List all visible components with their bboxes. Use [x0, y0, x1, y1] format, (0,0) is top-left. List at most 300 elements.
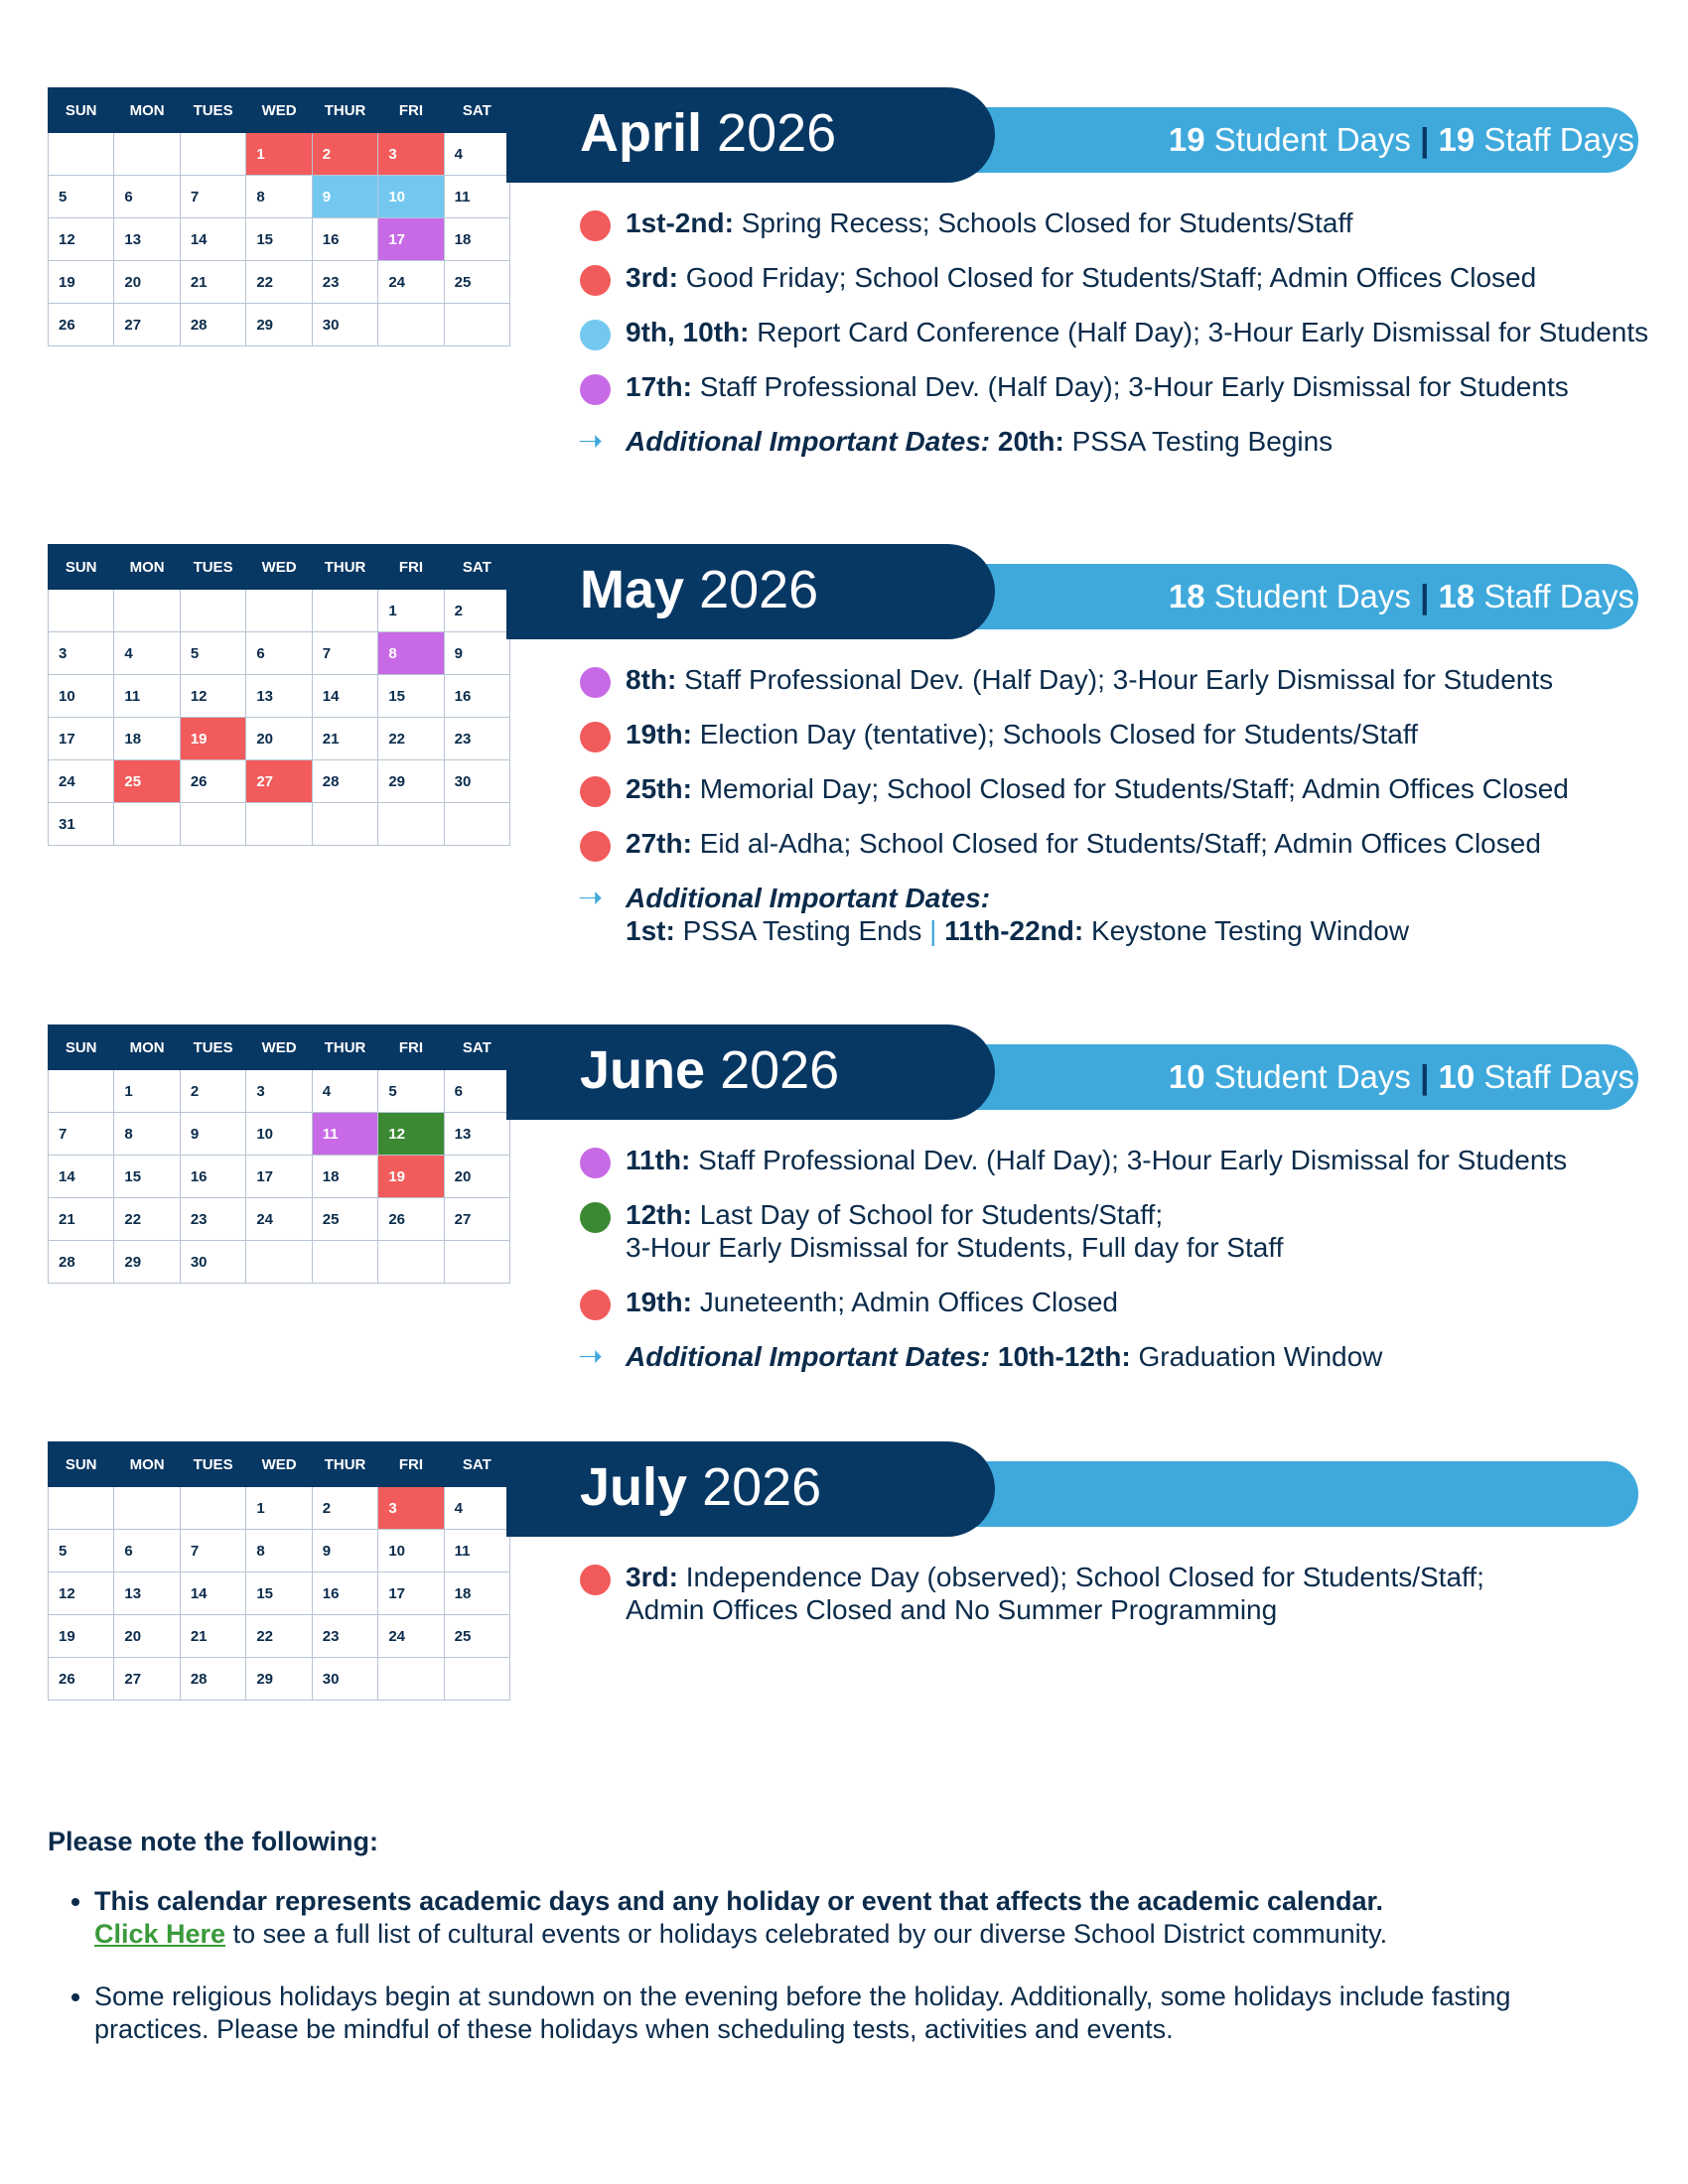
arrow-right-icon: ➝	[578, 425, 604, 458]
arrow-right-icon: ➝	[578, 882, 604, 914]
week-row	[49, 1198, 510, 1241]
day-cell: 17	[246, 1156, 312, 1198]
event-item	[580, 1561, 1672, 1626]
event-item	[580, 663, 1672, 696]
calendar-grid	[48, 1441, 510, 1701]
weekday-header: THUR	[312, 545, 378, 590]
staff-days-label: Staff Days	[1483, 1058, 1634, 1095]
event-date: 25th:	[626, 773, 692, 804]
day-cell: 3	[378, 1487, 444, 1530]
day-cell: 15	[246, 1572, 312, 1615]
day-cell: 23	[312, 1615, 378, 1658]
day-cell: 20	[246, 718, 312, 760]
day-cell: 1	[246, 133, 312, 176]
day-cell: 8	[378, 632, 444, 675]
day-cell: 15	[378, 675, 444, 718]
day-cell: 7	[49, 1113, 114, 1156]
week-row	[49, 1572, 510, 1615]
event-date: 17th:	[626, 371, 692, 402]
day-cell: 18	[444, 1572, 509, 1615]
day-cell	[49, 1070, 114, 1113]
event-item	[580, 1340, 1672, 1373]
event-date: 8th:	[626, 664, 677, 695]
day-cell: 9	[312, 176, 378, 218]
day-cell: 21	[180, 261, 246, 304]
day-cell: 29	[246, 1658, 312, 1701]
week-row	[49, 133, 510, 176]
day-cell: 27	[444, 1198, 509, 1241]
event-color-dot	[580, 374, 611, 405]
events-list	[580, 1144, 1672, 1395]
day-cell: 11	[312, 1113, 378, 1156]
event-item	[580, 1144, 1672, 1176]
event-color-dot	[580, 1290, 611, 1320]
day-cell: 24	[246, 1198, 312, 1241]
day-cell: 30	[444, 760, 509, 803]
weekday-header: WED	[246, 1442, 312, 1487]
event-color-dot	[580, 265, 611, 296]
month-year: 2026	[717, 103, 837, 163]
event-date: 12th:	[626, 1199, 692, 1230]
day-cell: 21	[312, 718, 378, 760]
note-bold-text: This calendar represents academic days and any holiday or event that affects the academic calendar.	[94, 1886, 1384, 1916]
weekday-header: THUR	[312, 1442, 378, 1487]
week-row	[49, 675, 510, 718]
day-cell: 3	[378, 133, 444, 176]
day-cell: 28	[312, 760, 378, 803]
event-item	[580, 261, 1672, 294]
student-days-label: Student Days	[1213, 121, 1411, 158]
day-cell: 16	[180, 1156, 246, 1198]
weekday-header: FRI	[378, 88, 444, 133]
weekday-header: FRI	[378, 1025, 444, 1070]
days-separator: |	[1420, 121, 1430, 158]
event-description: Election Day (tentative); Schools Closed for Students/Staff	[699, 719, 1418, 750]
day-cell: 23	[180, 1198, 246, 1241]
days-count	[1169, 564, 1634, 629]
day-cell	[246, 590, 312, 632]
event-color-dot	[580, 1148, 611, 1178]
day-cell: 22	[246, 261, 312, 304]
day-cell: 21	[49, 1198, 114, 1241]
day-cell: 2	[444, 590, 509, 632]
day-cell	[180, 1487, 246, 1530]
notes-heading: Please note the following:	[48, 1827, 379, 1856]
event-description: Good Friday; School Closed for Students/Staff; Admin Offices Closed	[685, 262, 1537, 293]
day-cell: 7	[180, 176, 246, 218]
event-description: Last Day of School for Students/Staff;	[699, 1199, 1164, 1230]
weekday-header: MON	[114, 88, 180, 133]
day-cell: 6	[444, 1070, 509, 1113]
month-year: 2026	[699, 560, 819, 619]
student-days-number: 10	[1168, 1058, 1205, 1095]
week-row	[49, 1530, 510, 1572]
event-description-line2: Admin Offices Closed and No Summer Programming	[626, 1594, 1278, 1625]
day-cell: 5	[49, 176, 114, 218]
day-cell: 2	[180, 1070, 246, 1113]
day-cell: 30	[180, 1241, 246, 1284]
day-cell: 6	[114, 176, 180, 218]
note-text: to see a full list of cultural events or holidays celebrated by our diverse School District community.	[232, 1919, 1388, 1949]
weekday-header: SUN	[49, 88, 114, 133]
day-cell: 12	[49, 1572, 114, 1615]
day-cell: 18	[444, 218, 509, 261]
day-cell: 25	[312, 1198, 378, 1241]
additional-dates-label: Additional Important Dates:	[626, 1341, 991, 1372]
month-year: 2026	[720, 1040, 840, 1100]
weekday-header: TUES	[180, 1025, 246, 1070]
week-row	[49, 803, 510, 846]
event-color-dot	[580, 667, 611, 698]
month-year: 2026	[702, 1457, 822, 1517]
event-item	[580, 882, 1672, 947]
day-cell: 1	[114, 1070, 180, 1113]
day-cell: 19	[378, 1156, 444, 1198]
day-cell: 22	[246, 1615, 312, 1658]
days-count-banner	[953, 1461, 1638, 1527]
weekday-header-row	[49, 1442, 510, 1487]
weekday-header: THUR	[312, 88, 378, 133]
event-description: Report Card Conference (Half Day); 3-Hour Early Dismissal for Students	[757, 317, 1649, 347]
day-cell: 4	[444, 1487, 509, 1530]
weekday-header: SUN	[49, 1442, 114, 1487]
day-cell: 9	[444, 632, 509, 675]
day-cell	[312, 1241, 378, 1284]
event-description: Graduation Window	[1138, 1341, 1383, 1372]
event-item	[580, 425, 1672, 458]
event-item	[580, 370, 1672, 403]
week-row	[49, 218, 510, 261]
event-item	[580, 827, 1672, 860]
event-date: 11th-22nd:	[944, 915, 1084, 946]
day-cell: 24	[378, 1615, 444, 1658]
day-cell: 11	[444, 1530, 509, 1572]
day-cell: 10	[246, 1113, 312, 1156]
event-date: 11th:	[626, 1145, 691, 1175]
week-row	[49, 632, 510, 675]
week-row	[49, 1156, 510, 1198]
week-row	[49, 1113, 510, 1156]
week-row	[49, 760, 510, 803]
day-cell: 13	[444, 1113, 509, 1156]
day-cell: 6	[246, 632, 312, 675]
calendar-grid	[48, 87, 510, 346]
event-date: 3rd:	[626, 262, 678, 293]
additional-dates-label: Additional Important Dates:	[626, 426, 991, 457]
event-item	[580, 772, 1672, 805]
notes-list	[48, 1885, 1597, 2046]
events-list	[580, 1561, 1672, 1648]
weekday-header: SUN	[49, 1025, 114, 1070]
day-cell: 8	[246, 1530, 312, 1572]
weekday-header: SAT	[444, 1442, 509, 1487]
weekday-header: WED	[246, 88, 312, 133]
event-description: Staff Professional Dev. (Half Day); 3-Hour Early Dismissal for Students	[698, 1145, 1568, 1175]
weekday-header-row	[49, 545, 510, 590]
day-cell	[246, 803, 312, 846]
event-item	[580, 1286, 1672, 1318]
day-cell: 31	[49, 803, 114, 846]
event-description: Juneteenth; Admin Offices Closed	[699, 1287, 1118, 1317]
weekday-header: MON	[114, 1025, 180, 1070]
event-color-dot	[580, 722, 611, 752]
day-cell: 3	[49, 632, 114, 675]
day-cell: 17	[378, 218, 444, 261]
day-cell: 5	[49, 1530, 114, 1572]
weekday-header: SAT	[444, 1025, 509, 1070]
events-list	[580, 206, 1672, 479]
day-cell: 7	[180, 1530, 246, 1572]
day-cell: 4	[444, 133, 509, 176]
day-cell: 9	[312, 1530, 378, 1572]
student-days-number: 19	[1168, 121, 1205, 158]
day-cell	[114, 1487, 180, 1530]
arrow-right-icon: ➝	[578, 1340, 604, 1373]
day-cell	[444, 1241, 509, 1284]
weekday-header: MON	[114, 1442, 180, 1487]
day-cell	[378, 803, 444, 846]
day-cell: 19	[180, 718, 246, 760]
staff-days-label: Staff Days	[1483, 578, 1634, 614]
days-count	[1169, 107, 1634, 173]
month-name: July	[580, 1457, 688, 1517]
event-color-dot	[580, 776, 611, 807]
event-color-dot	[580, 1565, 611, 1595]
event-description: PSSA Testing Ends	[682, 915, 922, 946]
event-date: 27th:	[626, 828, 692, 859]
weekday-header-row	[49, 88, 510, 133]
day-cell	[444, 304, 509, 346]
day-cell: 11	[444, 176, 509, 218]
day-cell: 8	[114, 1113, 180, 1156]
day-cell	[444, 803, 509, 846]
day-cell: 25	[114, 760, 180, 803]
event-item	[580, 316, 1672, 348]
day-cell: 11	[114, 675, 180, 718]
staff-days-number: 18	[1438, 578, 1476, 614]
event-date: 3rd:	[626, 1562, 678, 1592]
days-separator: |	[1420, 1058, 1430, 1095]
day-cell: 21	[180, 1615, 246, 1658]
event-date: 19th:	[626, 719, 692, 750]
day-cell: 27	[246, 760, 312, 803]
week-row	[49, 176, 510, 218]
day-cell: 2	[312, 133, 378, 176]
event-description: Staff Professional Dev. (Half Day); 3-Hour Early Dismissal for Students	[699, 371, 1569, 402]
day-cell: 20	[444, 1156, 509, 1198]
day-cell: 12	[180, 675, 246, 718]
day-cell: 18	[114, 718, 180, 760]
day-cell: 5	[378, 1070, 444, 1113]
weekday-header: MON	[114, 545, 180, 590]
week-row	[49, 1487, 510, 1530]
weekday-header: WED	[246, 545, 312, 590]
day-cell: 12	[378, 1113, 444, 1156]
event-color-dot	[580, 1202, 611, 1233]
event-description: PSSA Testing Begins	[1071, 426, 1334, 457]
day-cell: 25	[444, 261, 509, 304]
week-row	[49, 718, 510, 760]
event-date: 1st-2nd:	[626, 207, 734, 238]
day-cell: 1	[378, 590, 444, 632]
weekday-header: SAT	[444, 545, 509, 590]
event-description-line2: 3-Hour Early Dismissal for Students, Full day for Staff	[626, 1232, 1284, 1263]
day-cell: 12	[49, 218, 114, 261]
day-cell: 25	[444, 1615, 509, 1658]
day-cell: 23	[312, 261, 378, 304]
day-cell	[114, 590, 180, 632]
weekday-header: TUES	[180, 88, 246, 133]
month-name: May	[580, 560, 685, 619]
day-cell: 17	[49, 718, 114, 760]
day-cell: 20	[114, 261, 180, 304]
event-date: 9th, 10th:	[626, 317, 750, 347]
day-cell: 14	[180, 218, 246, 261]
week-row	[49, 261, 510, 304]
day-cell	[49, 590, 114, 632]
day-cell: 24	[378, 261, 444, 304]
day-cell: 7	[312, 632, 378, 675]
day-cell	[378, 304, 444, 346]
day-cell: 28	[180, 304, 246, 346]
day-cell	[378, 1241, 444, 1284]
month-title	[580, 1451, 821, 1523]
day-cell: 9	[180, 1113, 246, 1156]
days-separator: |	[1420, 578, 1430, 614]
note-text: Some religious holidays begin at sundown on the evening before the holiday. Additionally, some holidays include fasting practices. Please be mindful of these holidays when scheduling tests, activities and events.	[94, 1981, 1511, 2044]
note-item	[94, 1980, 1597, 2046]
week-row	[49, 1070, 510, 1113]
day-cell	[246, 1241, 312, 1284]
event-item	[580, 206, 1672, 239]
additional-dates-label: Additional Important Dates:	[626, 883, 991, 913]
day-cell: 28	[49, 1241, 114, 1284]
day-cell: 22	[114, 1198, 180, 1241]
weekday-header: WED	[246, 1025, 312, 1070]
day-cell: 14	[180, 1572, 246, 1615]
day-cell: 17	[378, 1572, 444, 1615]
day-cell: 18	[312, 1156, 378, 1198]
day-cell: 13	[114, 1572, 180, 1615]
day-cell	[180, 803, 246, 846]
events-list	[580, 663, 1672, 969]
notes-section	[48, 1827, 1597, 2076]
event-item	[580, 1198, 1672, 1264]
day-cell	[312, 590, 378, 632]
event-description: Memorial Day; School Closed for Students/Staff; Admin Offices Closed	[699, 773, 1569, 804]
weekday-header-row	[49, 1025, 510, 1070]
student-days-label: Student Days	[1213, 578, 1411, 614]
day-cell: 15	[114, 1156, 180, 1198]
day-cell: 4	[312, 1070, 378, 1113]
month-title	[580, 554, 818, 625]
day-cell: 14	[312, 675, 378, 718]
weekday-header: TUES	[180, 545, 246, 590]
event-item	[580, 718, 1672, 751]
event-date: 20th:	[997, 426, 1064, 457]
event-date: 19th:	[626, 1287, 692, 1317]
day-cell: 8	[246, 176, 312, 218]
event-description: Staff Professional Dev. (Half Day); 3-Hour Early Dismissal for Students	[684, 664, 1554, 695]
month-name: June	[580, 1040, 706, 1100]
day-cell: 20	[114, 1615, 180, 1658]
weekday-header: THUR	[312, 1025, 378, 1070]
event-description: Eid al-Adha; School Closed for Students/Staff; Admin Offices Closed	[699, 828, 1541, 859]
day-cell	[114, 803, 180, 846]
day-cell: 15	[246, 218, 312, 261]
weekday-header: TUES	[180, 1442, 246, 1487]
day-cell: 23	[444, 718, 509, 760]
event-date: 10th-12th:	[997, 1341, 1131, 1372]
event-date: 1st:	[626, 915, 675, 946]
day-cell: 29	[246, 304, 312, 346]
day-cell	[180, 133, 246, 176]
day-cell: 27	[114, 1658, 180, 1701]
day-cell: 3	[246, 1070, 312, 1113]
day-cell: 13	[246, 675, 312, 718]
day-cell: 6	[114, 1530, 180, 1572]
day-cell	[180, 590, 246, 632]
event-color-dot	[580, 831, 611, 862]
event-description: Spring Recess; Schools Closed for Students/Staff	[741, 207, 1353, 238]
month-name: April	[580, 103, 703, 163]
day-cell: 10	[378, 1530, 444, 1572]
day-cell: 19	[49, 1615, 114, 1658]
weekday-header: FRI	[378, 1442, 444, 1487]
event-color-dot	[580, 210, 611, 241]
day-cell: 26	[49, 304, 114, 346]
week-row	[49, 1658, 510, 1701]
day-cell	[378, 1658, 444, 1701]
calendar-grid	[48, 1024, 510, 1284]
day-cell: 26	[378, 1198, 444, 1241]
day-cell: 10	[378, 176, 444, 218]
day-cell	[444, 1658, 509, 1701]
week-row	[49, 590, 510, 632]
weekday-header: SUN	[49, 545, 114, 590]
day-cell: 26	[49, 1658, 114, 1701]
day-cell: 16	[312, 1572, 378, 1615]
note-item	[94, 1885, 1597, 1951]
day-cell: 24	[49, 760, 114, 803]
day-cell: 30	[312, 304, 378, 346]
weekday-header: SAT	[444, 88, 509, 133]
calendar-grid	[48, 544, 510, 846]
staff-days-number: 19	[1438, 121, 1476, 158]
day-cell: 29	[378, 760, 444, 803]
day-cell	[49, 133, 114, 176]
day-cell: 10	[49, 675, 114, 718]
event-color-dot	[580, 320, 611, 350]
day-cell: 1	[246, 1487, 312, 1530]
staff-days-number: 10	[1438, 1058, 1476, 1095]
month-title	[580, 97, 836, 169]
staff-days-label: Staff Days	[1483, 121, 1634, 158]
click-here-link[interactable]: Click Here	[94, 1919, 226, 1949]
day-cell: 13	[114, 218, 180, 261]
student-days-label: Student Days	[1213, 1058, 1411, 1095]
month-title	[580, 1034, 839, 1106]
day-cell: 26	[180, 760, 246, 803]
day-cell: 19	[49, 261, 114, 304]
day-cell: 5	[180, 632, 246, 675]
day-cell: 2	[312, 1487, 378, 1530]
day-cell: 29	[114, 1241, 180, 1284]
weekday-header: FRI	[378, 545, 444, 590]
day-cell: 14	[49, 1156, 114, 1198]
day-cell: 4	[114, 632, 180, 675]
day-cell: 16	[444, 675, 509, 718]
